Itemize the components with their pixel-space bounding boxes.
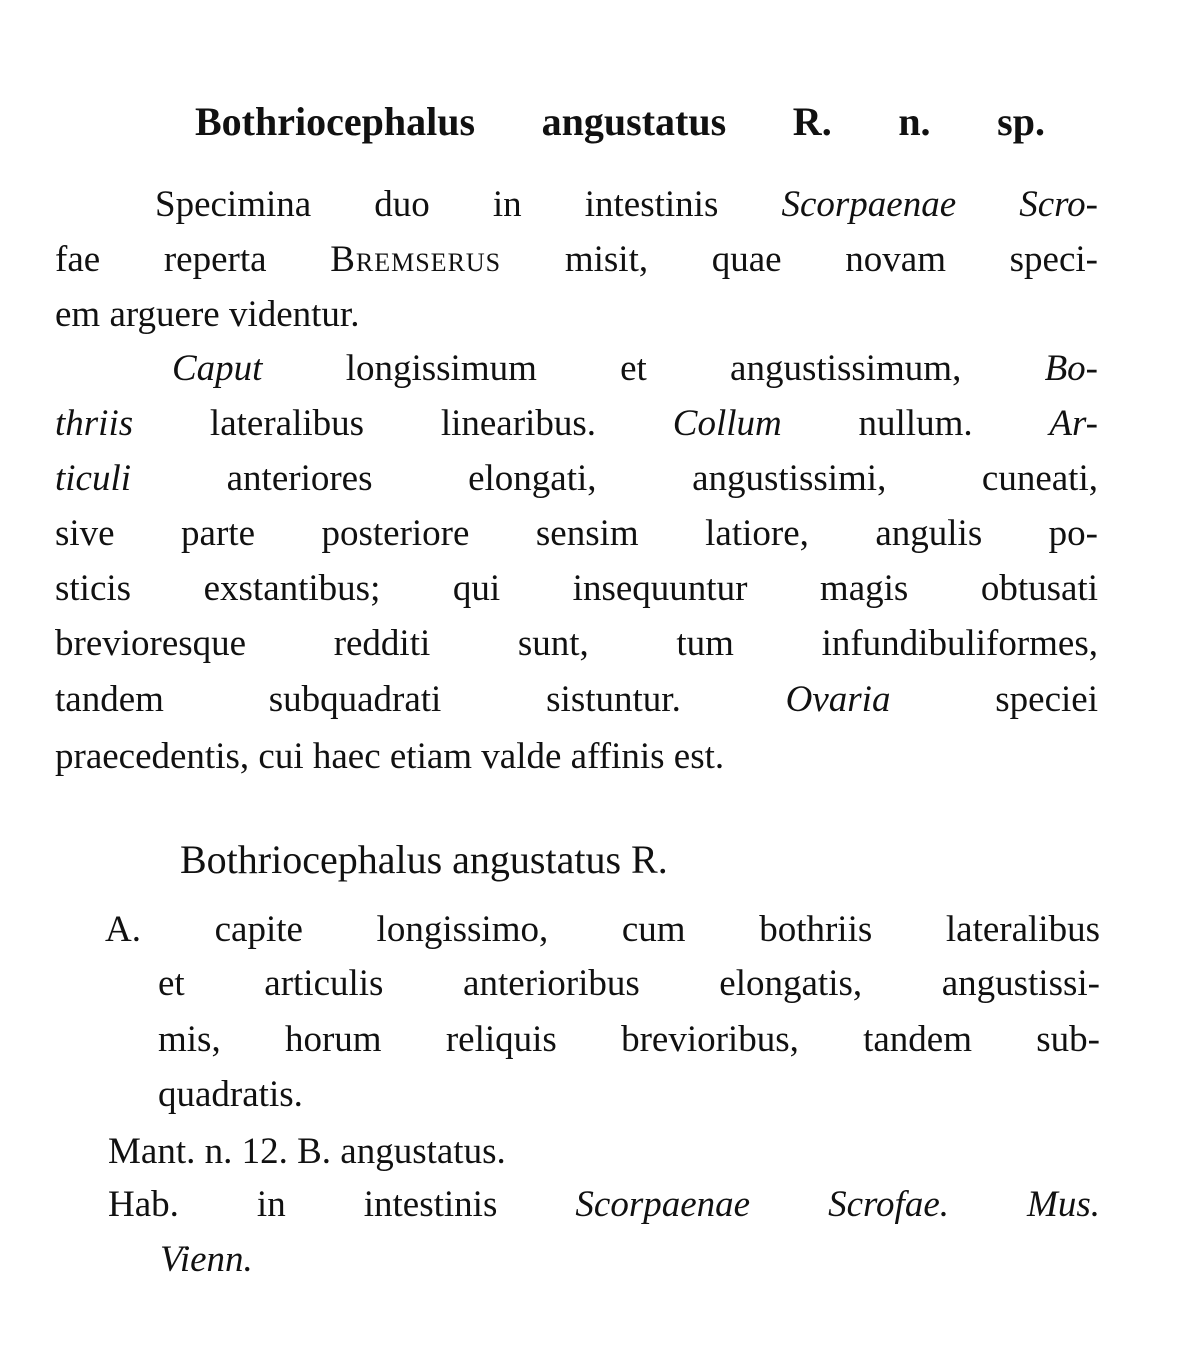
text-segment: Scorpaenae Scrofae. Mus.: [575, 1184, 1100, 1225]
text-segment: Bothriocephalus angustatus R.: [180, 837, 668, 882]
text-segment: Ovaria: [785, 679, 891, 720]
text-segment: Vienn.: [160, 1239, 253, 1280]
text-segment: Ar-: [1049, 403, 1098, 444]
text-segment: brevioresque redditi sunt, tum infundibuliformes,: [55, 623, 1098, 664]
text-segment: fae reperta: [55, 239, 331, 280]
reference-line: [108, 1130, 506, 1174]
text-segment: praecedentis, cui haec etiam valde affinis est.: [55, 736, 725, 777]
p1-line: [155, 183, 1098, 227]
habitat-line: [108, 1183, 1100, 1227]
text-segment: sive parte posteriore sensim latiore, angulis po-: [55, 513, 1098, 554]
text-segment: et articulis anterioribus elongatis, angustissi-: [158, 963, 1100, 1004]
title-2: [180, 838, 668, 882]
text-segment: em arguere videntur.: [55, 294, 360, 335]
text-segment: sticis exstantibus; qui insequuntur magis obtusati: [55, 568, 1098, 609]
habitat-line: [160, 1238, 253, 1282]
p2-line: [55, 622, 1098, 666]
text-segment: quadratis.: [158, 1074, 303, 1115]
text-segment: Scorpaenae Scro-: [781, 184, 1098, 225]
text-segment: speciei: [890, 679, 1098, 720]
diagnosis-line: [158, 962, 1100, 1006]
p2-line: [55, 678, 1098, 722]
text-segment: Hab. in intestinis: [108, 1184, 576, 1225]
p2-line: [172, 347, 1098, 391]
title-1: [195, 100, 1045, 144]
text-segment: nullum.: [781, 403, 1050, 444]
p2-line: [55, 402, 1098, 446]
p2-line: [55, 512, 1098, 556]
p1-line: [55, 238, 1098, 282]
text-segment: Caput: [172, 348, 263, 389]
p2-line: [55, 457, 1098, 501]
text-segment: tandem subquadrati sistuntur.: [55, 679, 786, 720]
text-segment: Collum: [672, 403, 782, 444]
diagnosis-line: [105, 908, 1100, 952]
text-segment: ticuli: [55, 458, 132, 499]
diagnosis-line: [158, 1073, 303, 1117]
text-segment: Bothriocephalus angustatus R. n. sp.: [195, 99, 1045, 144]
text-segment: Mant. n. 12. B. angustatus.: [108, 1131, 506, 1172]
text-segment: Specimina duo in intestinis: [155, 184, 782, 225]
p1-line: [55, 293, 359, 337]
text-segment: anteriores elongati, angustissimi, cuneati,: [131, 458, 1098, 499]
text-segment: lateralibus linearibus.: [133, 403, 673, 444]
text-segment: misit, quae novam speci-: [501, 239, 1098, 280]
text-segment: A. capite longissimo, cum bothriis lateralibus: [105, 909, 1100, 950]
p2-line: [55, 567, 1098, 611]
diagnosis-line: [158, 1018, 1100, 1062]
text-segment: mis, horum reliquis brevioribus, tandem sub-: [158, 1019, 1100, 1060]
text-segment: longissimum et angustissimum,: [262, 348, 1045, 389]
text-segment: Bo-: [1044, 348, 1098, 389]
text-segment: Bremserus: [330, 239, 502, 280]
p2-line: [55, 735, 724, 779]
text-segment: thriis: [55, 403, 134, 444]
